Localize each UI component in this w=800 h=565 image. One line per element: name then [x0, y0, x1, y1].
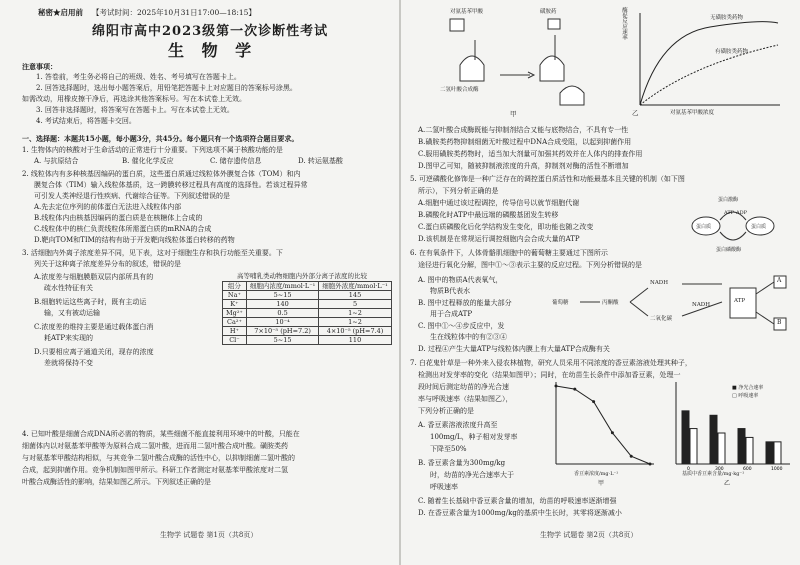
q6-option-c: C. 图中①～④步反应中，发 [418, 322, 505, 330]
nadh-label-1: NADH [650, 280, 668, 286]
q7-line: 检测出对发芽率的变化（结果如图甲）；同时，在幼苗生长条件中添加香豆素，处理一 [418, 371, 681, 379]
notes-heading: 注意事项： [22, 62, 57, 71]
ion-table [222, 281, 392, 345]
substance-a-label: A [777, 277, 782, 284]
kinase-label: 蛋白激酶 [718, 197, 739, 203]
germination-chart-svg [538, 378, 658, 478]
co2-label: 二氧化碳 [650, 316, 673, 322]
q3-option: C.浓度差的维持主要是通过载体蛋白消 [34, 323, 154, 331]
q4-line: 细菌体内以对氨基苯甲酸等为原料合成二氢叶酸，进而用二氢叶酸合成叶酸。磺胺类药 [22, 442, 288, 450]
protein-label: 蛋白质 [696, 224, 712, 230]
q7-option-a2: 100mg/L，种子相对发芽率 [430, 433, 518, 441]
table-cell: 7×10⁻⁵ (pH=7.2) [246, 327, 318, 336]
metabolism-diagram [552, 270, 790, 340]
q7-option-a3: 下降至50% [430, 445, 467, 453]
q2-option: A.先去定位序列的前体蛋白无法进入线粒体内部 [34, 203, 182, 211]
chart-jia-title: 甲 [598, 480, 605, 487]
q2-line: 2. 线粒体内有多种核基因编码的蛋白质，这些蛋白质通过线粒体外膜复合体（TOM）和内 [22, 170, 301, 178]
figure-jia-label: 甲 [510, 110, 517, 118]
q6-line: 6. 在有氧条件下，人体骨骼肌细胞中的葡萄糖主要通过下图所示 [410, 249, 608, 257]
nadh-label-2: NADH [692, 302, 710, 308]
q5-option-b: B.磷酸化时ATP中最远端的磷酸基团发生转移 [418, 211, 559, 219]
table-row [223, 336, 392, 345]
q7-option-c: C. 随着生长基础中香豆素含量的增加，幼苗的呼吸速率逐渐增强 [418, 497, 617, 505]
respiration-bar [718, 433, 725, 464]
note-item: 1. 答卷前，考生务必将自己的班级、姓名、考号填写在答题卡上。 [36, 73, 241, 81]
legend-2-text: 呼吸速率 [738, 393, 759, 399]
rate-bar-chart-svg [662, 378, 792, 478]
table-cell: 5~15 [246, 291, 318, 300]
q3-option: A.浓度差与细胞膜脂双层内部所具有的 [34, 273, 154, 281]
figure-yi [620, 5, 785, 120]
q7-line: 率与呼吸速率（结果如图乙）， [418, 395, 513, 403]
q4-option-a: A.二氢叶酸合成酶既能与抑制剂结合又能与底物结合，不具有专一性 [418, 126, 629, 134]
legend-net-photosynthesis: ■ 净光合速率 [732, 385, 764, 391]
q2-line: 可引发人类神经退行性疾病、代谢综合征等。下列叙述错误的是 [34, 192, 230, 200]
ion-table-caption: 高等哺乳类动物细胞内外部分离子浓度的比较 [237, 272, 367, 280]
q7-line: 段时间后测定幼苗的净光合速 [418, 383, 509, 391]
q3-option: 差就将保持不变 [44, 359, 93, 367]
table-cell: 5~15 [246, 336, 318, 345]
q7-line: 7. 白花鬼针草是一种外来入侵农林植物，研究人员采用不同浓度的香豆素溶液处理其种子， [410, 359, 692, 367]
table-cell: 4×10⁻⁵ (pH=7.4) [319, 327, 391, 336]
q3-option: 耗ATP来实现的 [44, 334, 94, 342]
exam-time: 【考试时间：2025年10月31日17:00—18:15】 [92, 8, 256, 17]
q2-option: B.线粒体内由核基因编码的蛋白质是在核糖体上合成的 [34, 214, 203, 222]
q5-line: 所示），下列分析正确的是 [418, 187, 499, 195]
protein-p-label: 蛋白质 [751, 224, 767, 230]
table-cell: Ca²⁺ [223, 318, 247, 327]
q7-option-b2: 时，幼苗的净光合速率大于 [430, 471, 514, 479]
q5-option-d: D.该机制是在常规运行调控细胞内会合成大量的ATP [418, 235, 580, 243]
table-cell: 1~2 [319, 318, 391, 327]
q4-line: 与对氨基苯甲酸结构相似，与其竞争二氢叶酸合成酶的活性中心，以抑制细菌二氢叶酸的 [22, 454, 295, 462]
right-page [400, 0, 800, 565]
chart-yi-title: 乙 [724, 480, 731, 487]
label-paba: 对氨基苯甲酸 [450, 9, 484, 15]
q2-option: D.靶向TOM和TIM的结构有助于开发靶向线粒体蛋白转移的药物 [34, 236, 235, 244]
enzyme-curve-chart [620, 5, 785, 120]
mechanism-diagram [430, 5, 610, 120]
q5-option-a: A.细胞中通过该过程调控，传导信号以就节细胞代谢 [418, 199, 580, 207]
q7-option-b3: 呼吸速率 [430, 483, 458, 491]
q5-option-c: C.蛋白质磷酸化后化学结构发生变化，即功能也随之改变 [418, 223, 594, 231]
ion-table-wrapper [222, 272, 392, 345]
q1-stem: 1. 生物体内的核酸对于生命活动的正常进行十分重要。下列选项不属于核酸功能的是 [22, 146, 283, 154]
phosphorylation-diagram [678, 196, 788, 254]
note-item: 3. 回答非选择题时，将答案写在答题卡上。写在本试卷上无效。 [36, 106, 234, 114]
q3-option: 输，又有被动运输 [44, 309, 100, 317]
germination-line [556, 386, 650, 464]
q7-line: 下列分析正确的是 [418, 407, 474, 415]
table-cell: 5 [319, 300, 391, 309]
table-cell: 140 [246, 300, 318, 309]
figure-yi-label: 乙 [632, 109, 639, 117]
curve-label-1: 无磺胺类药物 [710, 15, 744, 21]
net-photosynthesis-bar [738, 429, 745, 464]
ion-table-header: 细胞内浓度/mmol·L⁻¹ [246, 282, 318, 291]
table-cell: 10⁻⁴ [246, 318, 318, 327]
glucose-label: 葡萄糖 [552, 300, 569, 306]
germination-point [573, 388, 576, 391]
germination-point [630, 455, 633, 458]
label-enzyme: 二氢叶酸合成酶 [440, 87, 479, 93]
q4-line: 4. 已知叶酸是细菌合成DNA所必需的物质，某些细菌不能直接利用环境中的叶酸，只能在 [22, 430, 300, 438]
germination-point [592, 400, 595, 403]
q4-option-b: B.磺胺类药物抑制细菌无叶酸过程中DNA合成受阻，以起到抑菌作用 [418, 138, 632, 146]
respiration-bar [774, 442, 781, 464]
adp-label: ADP [736, 210, 747, 216]
left-footer: 生物学 试题卷 第1页（共8页） [160, 531, 258, 539]
q7-option-a: A. 香豆素溶液浓度升高至 [418, 421, 498, 429]
q6-line: 途径进行氧化分解，图中①～③表示主要的反应过程。下列分析错误的是 [418, 261, 642, 269]
q6-option-b: B. 图中过程释放的能量大部分 [418, 299, 512, 307]
chart-jia-xlabel: 香豆素浓度/mg·L⁻¹ [574, 471, 619, 477]
q4-line: 叶酸合成酶活性的影响，结果如图乙所示。下列叙述正确的是 [22, 478, 211, 486]
q1-option-c: C. 储存遗传信息 [210, 157, 262, 165]
table-cell: 1~2 [319, 309, 391, 318]
secret-mark: 秘密★启用前 [38, 8, 83, 17]
table-cell: H⁺ [223, 327, 247, 336]
respiration-bar [690, 429, 697, 464]
table-cell: Na⁺ [223, 291, 247, 300]
right-footer: 生物学 试题卷 第2页（共8页） [540, 531, 638, 539]
q6-option-a: A. 图中的物质A代表氧气， [418, 276, 503, 284]
q6-option-d: D. 过程④产生大量ATP与线粒体内膜上有大量ATP合成酶有关 [418, 345, 610, 353]
table-cell: 145 [319, 291, 391, 300]
curve-label-2: 有磺胺类药物 [715, 49, 749, 55]
table-row [223, 309, 392, 318]
bar-category-label: 300 [715, 467, 724, 472]
q3-line: 3. 活细胞内外离子浓度差异不同，见下表，这对于细胞生存和执行功能至关重要。下 [22, 249, 283, 257]
table-row [223, 327, 392, 336]
germination-point [555, 385, 558, 388]
section-heading: 一、选择题：本题共15小题，每小题3分，共45分。每小题只有一个选项符合题目要求。 [22, 134, 299, 143]
q6-option-c2: 生在线粒体中的有②③④ [430, 333, 507, 341]
table-cell: K⁺ [223, 300, 247, 309]
net-photosynthesis-bar [682, 411, 689, 464]
q3-option: D.只要相应离子通道关闭，现存的浓度 [34, 348, 154, 356]
germination-chart [538, 378, 658, 488]
legend-respiration: □ 呼吸速率 [732, 393, 759, 399]
net-photosynthesis-bar [766, 442, 773, 464]
q6-option-b2: 用于合成ATP [430, 310, 473, 318]
table-row [223, 291, 392, 300]
note-item: 4. 考试结束后，将答题卡交回。 [36, 117, 136, 125]
table-cell: 110 [319, 336, 391, 345]
table-cell: Cl⁻ [223, 336, 247, 345]
chart-yi-xlabel: 基质中香豆素含量/mg·kg⁻¹ [682, 471, 745, 477]
table-row [223, 300, 392, 309]
q3-line: 列关于这种离子浓度差异分布的叙述，错误的是 [34, 260, 181, 268]
atp-box-label: ATP [734, 298, 746, 304]
substance-b-label: B [777, 319, 782, 326]
note-item: 2. 回答选择题时，选出每小题答案后，用铅笔把答题卡上对应题目的答案标号涂黑。 [36, 84, 297, 92]
atp-label: ATP [724, 210, 735, 216]
q7-option-b: B. 香豆素含量为300mg/kg [418, 459, 506, 467]
q2-option: C.线粒体中的核仁负责线粒体所需蛋白质的mRNA的合成 [34, 225, 212, 233]
chart-x-label: 对氨基苯甲酸浓度 [670, 110, 715, 116]
ion-table-header: 细胞外浓度/mmol·L⁻¹ [319, 282, 391, 291]
table-cell: 0.5 [246, 309, 318, 318]
q4-option-c: C.服用磺胺类药物时，适当加大剂量可加强其药效并在人体内的排查作用 [418, 150, 643, 158]
q6-option-a2: 物质B代表水 [430, 287, 471, 295]
q1-option-d: D. 转运氨基酸 [298, 157, 343, 165]
q5-line: 5. 可逆磷酸化修饰是一种广泛存在的调控蛋白质活性和功能最基本且关键的机制（如下图 [410, 175, 685, 183]
germination-point [649, 463, 652, 466]
q1-option-a: A. 与抗原结合 [34, 157, 79, 165]
note-item: 如需改动，用橡皮擦干净后，再选涂其他答案标号。写在本试卷上无效。 [22, 95, 246, 103]
subject-title: 生 物 学 [168, 41, 258, 60]
pyruvate-label: 丙酮酸 [602, 300, 619, 306]
bar-category-label: 600 [743, 467, 752, 472]
chart-y-label: 酶促反应速率 [621, 7, 627, 40]
germination-point [611, 431, 614, 434]
bar-category-label: 1000 [771, 467, 783, 472]
exam-title: 绵阳市高中2023级第一次诊断性考试 [92, 24, 329, 39]
legend-1-text: 净光合速率 [738, 385, 764, 391]
rate-bar-chart [662, 378, 792, 488]
q2-line: 膜复合体（TIM）输入线粒体基质，这一跨膜转移过程具有高度的选择性。若该过程异常 [34, 181, 308, 189]
q4-option-d: D.图甲乙可知，随被抑制液浓度的升高，抑制剂对酶的活性不断增加 [418, 162, 629, 170]
net-photosynthesis-bar [710, 415, 717, 464]
figure-jia [430, 5, 610, 120]
q4-line: 合成，起到抑菌作用。竞争机制如图甲所示。科研工作者测定对氨基苯甲酸浓度对二氢 [22, 466, 288, 474]
table-row [223, 318, 392, 327]
ion-table-header: 组分 [223, 282, 247, 291]
table-cell: Mg²⁺ [223, 309, 247, 318]
label-sulfa: 磺胺药 [540, 9, 557, 15]
q1-option-b: B. 催化化学反应 [122, 157, 174, 165]
respiration-bar [746, 437, 753, 464]
q3-option: B.细胞转运这些离子时，既有主动运 [34, 298, 147, 306]
phosphatase-label: 蛋白磷酸酶 [716, 247, 742, 253]
q7-option-d: D. 在香豆素含量为1000mg/kg的基质中生长时，其零将逐渐减小 [418, 509, 622, 517]
q3-option: 疏水性特征有关 [44, 284, 93, 292]
bar-category-label: 0 [687, 467, 690, 472]
